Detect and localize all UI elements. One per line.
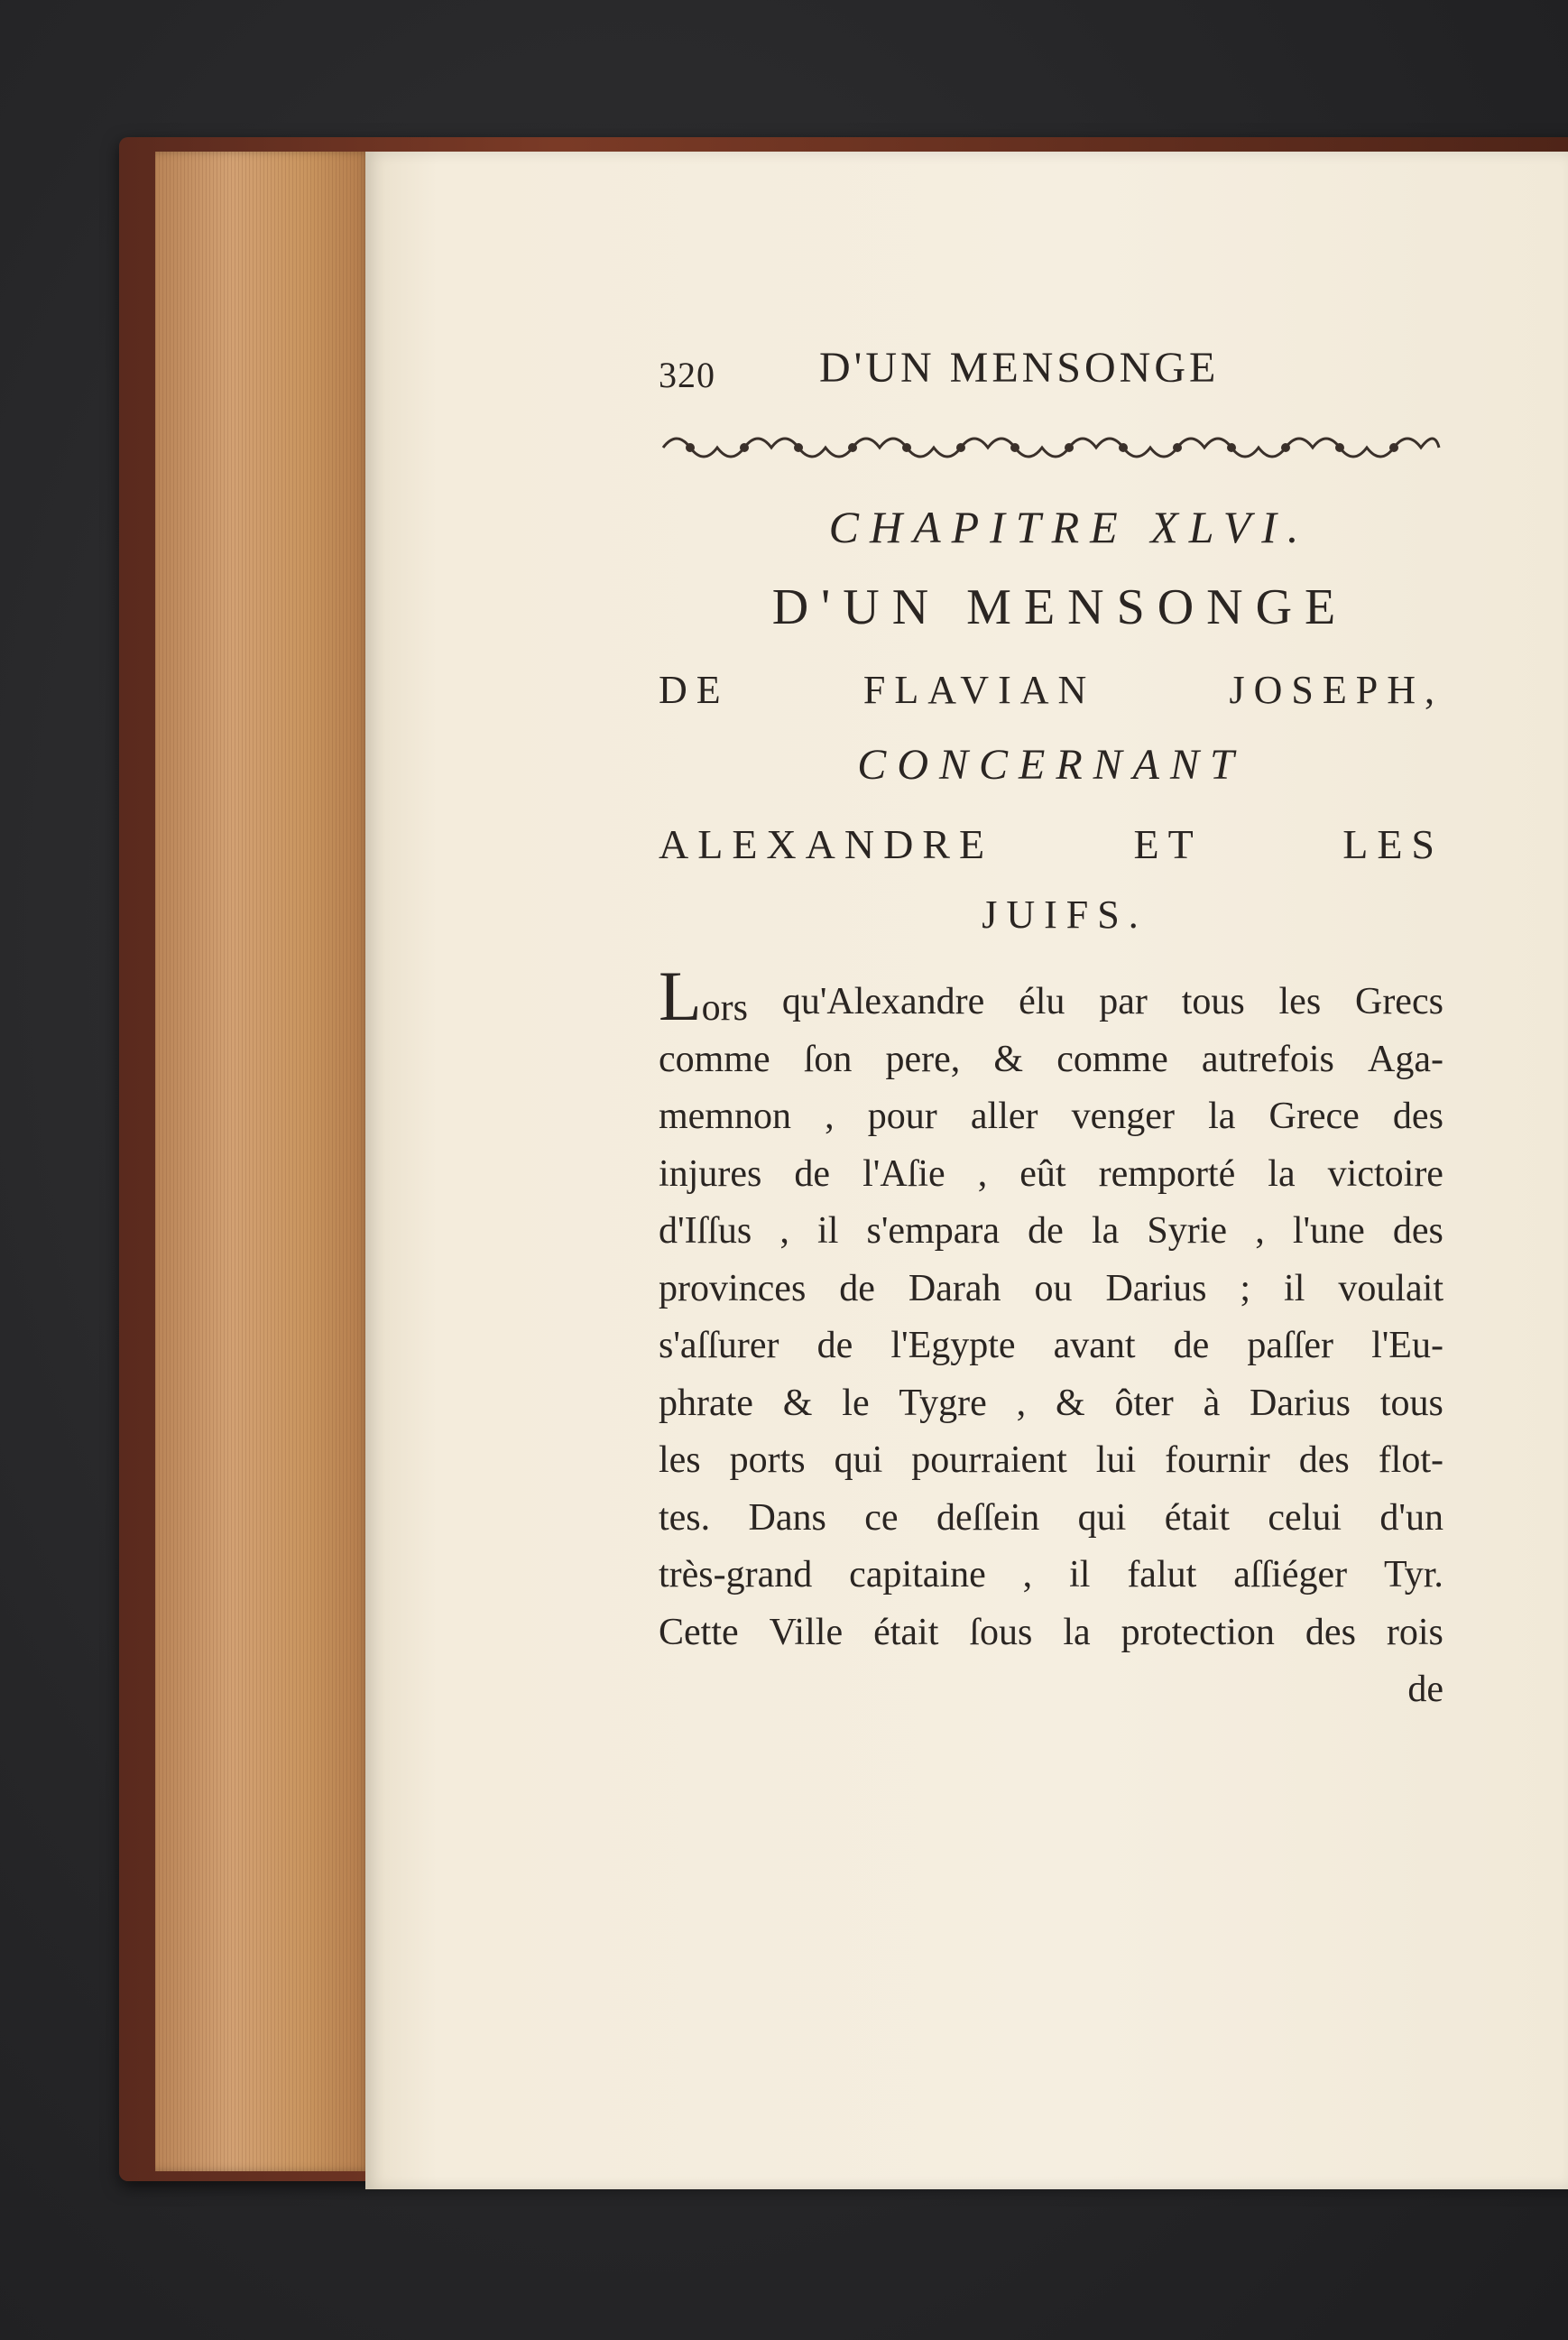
ornament-band <box>659 428 1443 467</box>
word: Lors <box>659 957 748 1035</box>
word: la <box>1268 1152 1296 1195</box>
text-line <box>659 1088 1443 1146</box>
word: Grece <box>1268 1096 1360 1137</box>
word: qu'Alexandre <box>781 981 985 1022</box>
word: ſon <box>803 1038 853 1080</box>
word: provinces <box>659 1267 807 1309</box>
word: flot- <box>1378 1439 1443 1481</box>
word: fournir <box>1165 1439 1270 1481</box>
word: & <box>993 1038 1024 1080</box>
word: était <box>1164 1496 1230 1539</box>
title-word: JOSEPH, <box>1229 668 1443 712</box>
word: de <box>839 1267 875 1309</box>
word: élu <box>1019 981 1065 1022</box>
word: Cette <box>659 1611 739 1653</box>
text-line <box>659 1203 1443 1261</box>
chapter-title-line-4 <box>659 820 1443 868</box>
word: la <box>1208 1096 1236 1137</box>
text-line <box>659 1432 1443 1490</box>
word: paſſer <box>1247 1325 1333 1366</box>
title-word: ET <box>1133 821 1203 867</box>
word: protection <box>1121 1611 1275 1653</box>
word: il <box>1069 1554 1091 1595</box>
word: par <box>1099 981 1148 1022</box>
page-edges <box>155 152 372 2171</box>
word: comme <box>1056 1038 1168 1080</box>
word: aſſiéger <box>1233 1554 1348 1595</box>
word: tous <box>1379 1382 1443 1424</box>
word: & <box>1055 1382 1085 1424</box>
word: de <box>1173 1325 1210 1366</box>
word: Aga- <box>1367 1038 1443 1080</box>
word: Darah <box>908 1267 1001 1309</box>
catchword-line <box>659 1661 1443 1719</box>
word: des <box>1298 1439 1350 1481</box>
word: très-grand <box>659 1554 813 1595</box>
body-paragraph <box>659 957 1443 1719</box>
word: venger <box>1071 1096 1175 1137</box>
word: d'un <box>1379 1496 1443 1539</box>
word: eût <box>1019 1152 1066 1195</box>
word: pour <box>867 1096 937 1137</box>
text-line <box>659 1261 1443 1318</box>
word: , <box>977 1152 988 1195</box>
chapter-number: CHAPITRE XLVI. <box>828 502 1310 552</box>
word: , <box>1255 1210 1265 1252</box>
word: ce <box>864 1496 899 1539</box>
word: pere, <box>885 1038 961 1080</box>
word: Syrie <box>1147 1210 1228 1252</box>
running-head <box>659 343 1443 406</box>
word: memnon <box>659 1096 791 1137</box>
chapter-title-line-3: CONCERNANT <box>857 741 1245 789</box>
word: de <box>794 1152 831 1195</box>
text-line <box>659 1547 1443 1605</box>
word: , <box>1022 1554 1033 1595</box>
page-number: 320 <box>659 355 715 395</box>
word: voulait <box>1338 1267 1443 1309</box>
word: ou <box>1034 1267 1073 1309</box>
word: , <box>779 1210 789 1252</box>
word: des <box>1305 1611 1356 1653</box>
word: aller <box>970 1096 1038 1137</box>
word: de <box>816 1325 853 1366</box>
word: qui <box>834 1439 883 1481</box>
word: des <box>1392 1210 1443 1252</box>
word: était <box>873 1611 939 1653</box>
word: Tygre <box>899 1382 987 1424</box>
text-line <box>659 1146 1443 1204</box>
text-line <box>659 1375 1443 1433</box>
word: des <box>1392 1096 1443 1137</box>
word: rois <box>1386 1611 1443 1653</box>
title-word: LES <box>1342 821 1443 867</box>
word: lui <box>1095 1439 1137 1481</box>
word: , <box>825 1096 835 1137</box>
word: victoire <box>1327 1152 1443 1195</box>
title-word: ALEXANDRE <box>659 821 994 867</box>
word: injures <box>659 1152 762 1195</box>
running-title: D'UN MENSONGE <box>819 344 1220 392</box>
drop-initial: L <box>659 957 702 1035</box>
word: ſous <box>969 1611 1033 1653</box>
word: à <box>1203 1382 1221 1424</box>
word: capitaine <box>849 1554 986 1595</box>
word: Grecs <box>1354 981 1443 1022</box>
word: la <box>1063 1611 1091 1653</box>
word: remporté <box>1098 1152 1236 1195</box>
word: ; <box>1240 1267 1251 1309</box>
word: deſſein <box>936 1496 1040 1539</box>
word: l'Eu- <box>1371 1325 1443 1366</box>
word: qui <box>1077 1496 1127 1539</box>
word: comme <box>659 1038 770 1080</box>
text-line <box>659 957 1443 1035</box>
title-word: DE <box>659 668 730 712</box>
page-text <box>659 343 1443 1719</box>
catchword: de <box>1407 1669 1443 1710</box>
word: les <box>1278 981 1322 1022</box>
word: ports <box>729 1439 806 1481</box>
word: il <box>817 1210 839 1252</box>
word: celui <box>1268 1496 1342 1539</box>
text-line <box>659 1318 1443 1375</box>
word: phrate <box>659 1382 753 1424</box>
word: il <box>1284 1267 1305 1309</box>
word: l'Egypte <box>890 1325 1016 1366</box>
text-line <box>659 1031 1443 1089</box>
word: la <box>1091 1210 1120 1252</box>
word: s'aſſurer <box>659 1325 779 1366</box>
word: falut <box>1127 1554 1197 1595</box>
word: tous <box>1181 981 1245 1022</box>
word: de <box>1028 1210 1064 1252</box>
text-line <box>659 1490 1443 1548</box>
word: avant <box>1053 1325 1136 1366</box>
word: pourraient <box>911 1439 1067 1481</box>
word: Ville <box>769 1611 844 1653</box>
word: Darius <box>1250 1382 1351 1424</box>
word: les <box>659 1439 701 1481</box>
word: , <box>1016 1382 1027 1424</box>
word: le <box>842 1382 870 1424</box>
word: l'une <box>1292 1210 1365 1252</box>
word: ôter <box>1114 1382 1174 1424</box>
text-line <box>659 1605 1443 1662</box>
word: tes. <box>659 1496 711 1539</box>
title-word: FLAVIAN <box>862 668 1096 712</box>
word: Darius <box>1105 1267 1207 1309</box>
word: Tyr. <box>1384 1554 1443 1595</box>
word: s'empara <box>866 1210 1001 1252</box>
word: & <box>782 1382 813 1424</box>
chapter-title-line-5: JUIFS. <box>982 893 1148 937</box>
word: Dans <box>748 1496 826 1539</box>
word: l'Aſie <box>862 1152 945 1195</box>
word: autrefois <box>1201 1038 1334 1080</box>
chapter-title-line-1: D'UN MENSONGE <box>771 579 1349 635</box>
word: d'Iſſus <box>659 1210 752 1252</box>
chapter-title-line-2 <box>659 667 1443 713</box>
